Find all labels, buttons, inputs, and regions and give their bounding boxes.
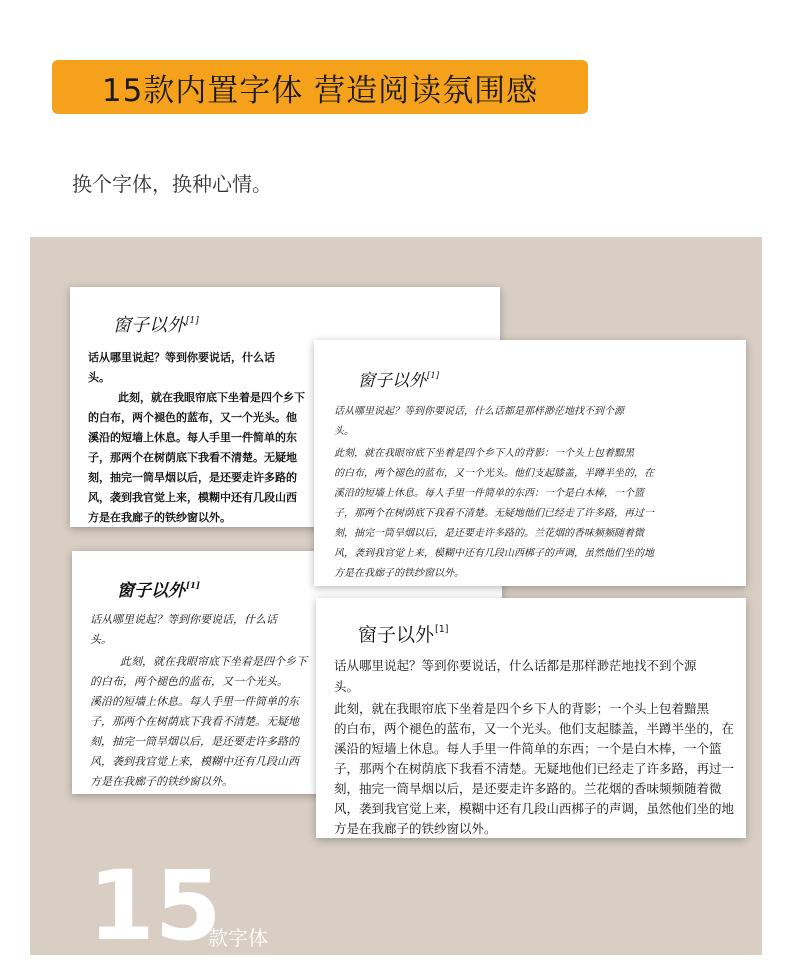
text-line: 此刻，就在我眼帘底下坐着是四个乡下人的背影：一个头上包着黯黑 xyxy=(334,448,634,459)
text-line: 方是在我廊子的铁纱窗以外。 xyxy=(88,511,231,524)
text-line: 此刻，就在我眼帘底下坐着是四个乡下 xyxy=(118,391,305,404)
text-line: 方是在我廊子的铁纱窗以外。 xyxy=(90,775,233,788)
footnote-mark: [1] xyxy=(186,315,199,326)
text-line: 的白布，两个褪色的蓝布，又一个光头。他 xyxy=(88,411,297,424)
text-line: 的白布，两个褪色的蓝布，又一个光头。他们支起膝盖，半蹲半坐的，在 xyxy=(334,721,735,736)
text-line: 子，那两个在树荫底下我看不清楚。无疑地 xyxy=(90,715,299,728)
headline-banner xyxy=(52,60,588,114)
headline-text: 15款内置字体 营造阅读氛围感 xyxy=(101,72,539,109)
font-sample-card-2 xyxy=(314,340,746,586)
text-line: 溪沿的短墙上休息。每人手里一件简单的东 xyxy=(88,431,297,444)
text-line: 刻，抽完一筒旱烟以后，是还要走许多路的 xyxy=(88,471,297,484)
text-line: 头。 xyxy=(334,679,360,694)
card-title: 窗子以外[1] xyxy=(113,315,199,336)
text-line: 话从哪里说起？等到你要说话，什么话都是那样渺茫地找不到个源 xyxy=(334,406,624,417)
text-line: 刻，抽完一筒旱烟以后，是还要走许多路的 xyxy=(90,735,299,748)
text-line: 头。 xyxy=(88,371,110,384)
text-line: 子，那两个在树荫底下我看不清楚。无疑地 xyxy=(88,451,297,464)
card-title: 窗子以外[1] xyxy=(358,624,449,646)
text-line: 溪沿的短墙上休息。每人手里一件简单的东 xyxy=(90,695,299,708)
text-line: 方是在我廊子的铁纱窗以外。 xyxy=(334,821,497,836)
text-line: 此刻，就在我眼帘底下坐着是四个乡下人的背影；一个头上包着黯黑 xyxy=(334,701,710,716)
text-line: 刻，抽完一筒旱烟以后，是还要走许多路的。兰花烟的香味频频随着微 xyxy=(334,781,722,796)
subtitle: 换个字体，换种心情。 xyxy=(72,172,272,196)
text-line: 的白布，两个褪色的蓝布，又一个光头。他们支起膝盖，半蹲半坐的，在 xyxy=(334,468,654,479)
text-line: 风，袭到我官觉上来，模糊中还有几段山西梆子的声调，虽然他们坐的地 xyxy=(334,548,654,559)
footnote-mark: [1] xyxy=(427,371,440,382)
text-line: 话从哪里说起？等到你要说话，什么话 xyxy=(90,613,277,626)
text-line: 话从哪里说起？等到你要说话，什么话都是那样渺茫地找不到个源 xyxy=(334,658,697,673)
text-line: 头。 xyxy=(90,633,112,646)
text-line: 刻，抽完一筒旱烟以后，是还要走许多路的。兰花烟的香味频频随着微 xyxy=(334,528,644,539)
footnote-mark: [1] xyxy=(435,624,449,636)
text-line: 风，袭到我官觉上来，模糊中还有几段山西梆子的声调，虽然他们坐的地 xyxy=(334,801,735,816)
text-line: 子，那两个在树荫底下我看不清楚。无疑地他们已经走了许多路，再过一 xyxy=(334,508,654,519)
font-sample-card-4 xyxy=(316,598,746,838)
text-line: 溪沿的短墙上休息。每人手里一件简单的东西：一个是白木棒，一个篮 xyxy=(334,488,644,499)
font-count-caption: 款字体 xyxy=(208,926,268,950)
text-line: 话从哪里说起？等到你要说话，什么话 xyxy=(88,351,275,364)
text-line: 的白布，两个褪色的蓝布，又一个光头。 xyxy=(90,675,288,688)
text-line: 风，袭到我官觉上来，模糊中还有几段山西 xyxy=(88,491,297,504)
text-line: 头。 xyxy=(334,426,354,437)
text-line: 方是在我廊子的铁纱窗以外。 xyxy=(334,568,464,579)
footnote-mark: [1] xyxy=(186,581,200,592)
text-line: 风，袭到我官觉上来，模糊中还有几段山西 xyxy=(90,755,299,768)
text-line: 此刻，就在我眼帘底下坐着是四个乡下 xyxy=(120,655,307,668)
text-line: 子，那两个在树荫底下我看不清楚。无疑地他们已经走了许多路，再过一 xyxy=(334,761,735,776)
font-count-number: 15 xyxy=(88,850,222,962)
card-title: 窗子以外[1] xyxy=(358,371,440,391)
text-line: 溪沿的短墙上休息。每人手里一件简单的东西；一个是白木棒，一个篮 xyxy=(334,741,722,756)
card-title: 窗子以外[1] xyxy=(117,581,200,601)
